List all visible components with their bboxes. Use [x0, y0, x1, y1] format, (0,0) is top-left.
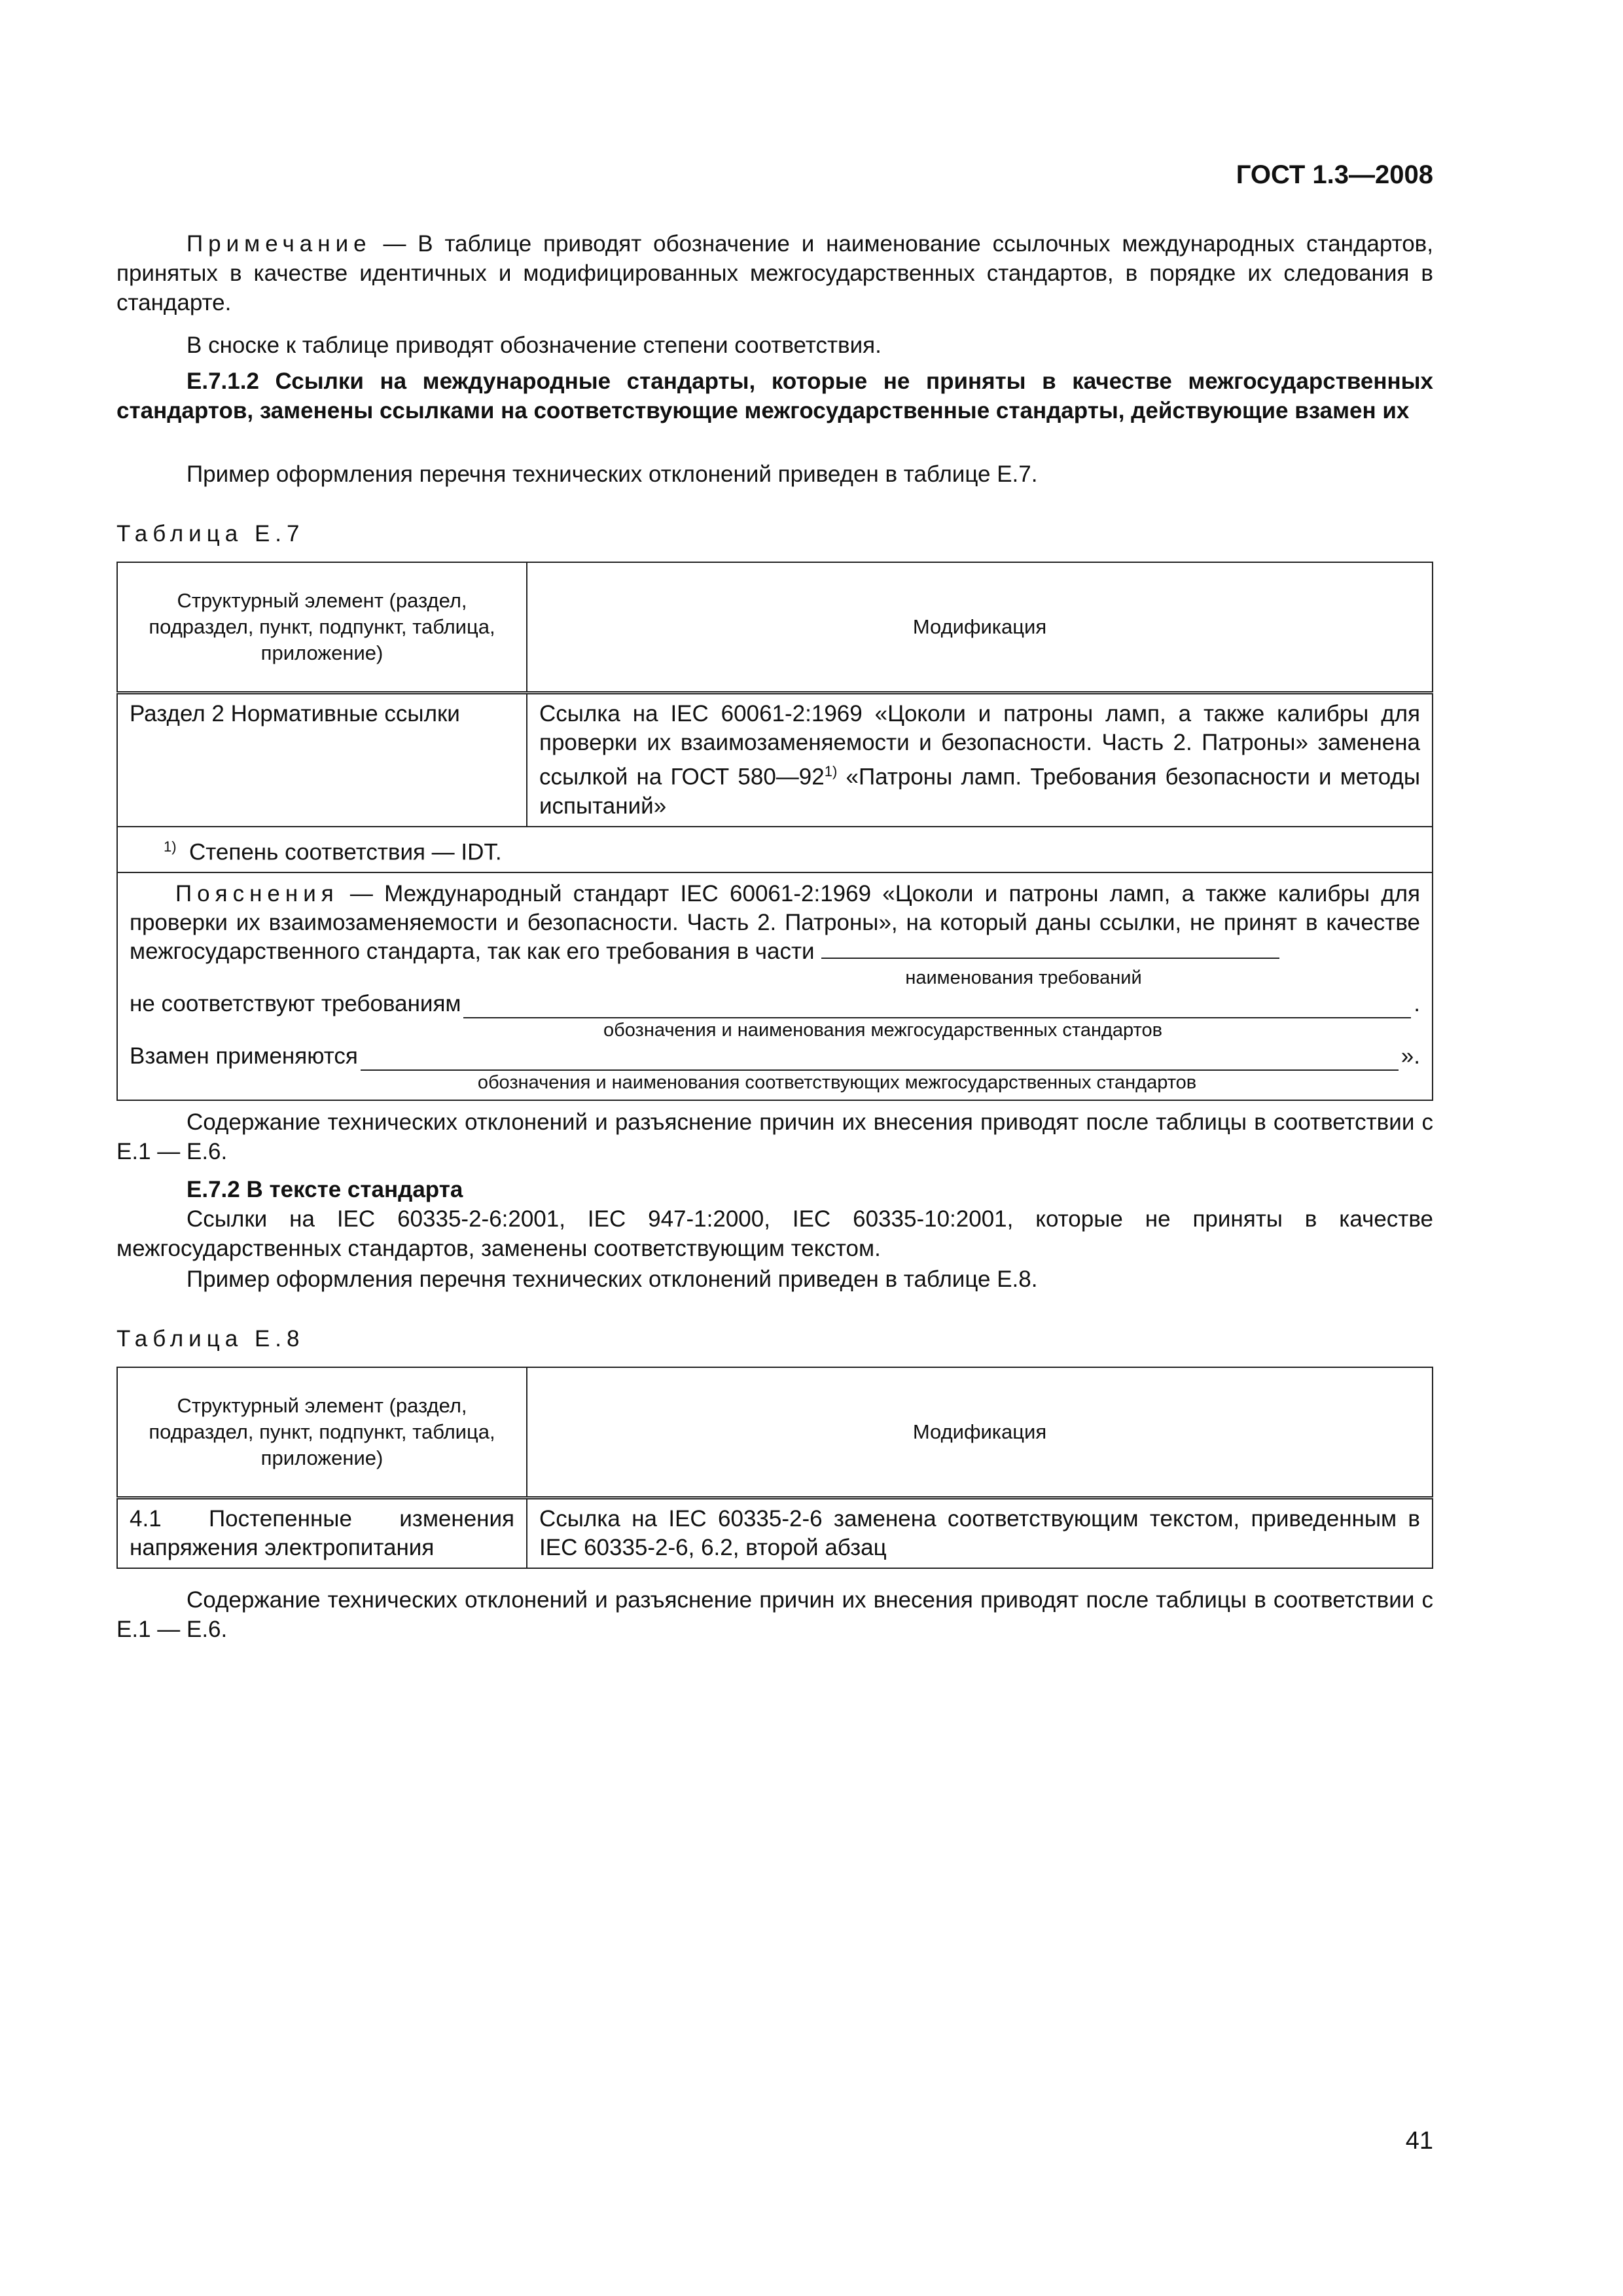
- table-e8-col1-header: Структурный элемент (раздел, подраздел, пункт, подпункт, таблица, приложение): [117, 1367, 527, 1498]
- table-e8-row1-col2: Ссылка на IEC 60335-2-6 заменена соответствующим текстом, приведенным в IEC 60335-2-6, 6.2, второй абзац: [527, 1498, 1433, 1569]
- table-e8-caption: Таблица Е.8: [116, 1326, 305, 1352]
- table-e7-footnote: [117, 827, 1433, 873]
- blank3-hint: обозначения и наименования соответствующих межгосударственных стандартов: [477, 1072, 1197, 1094]
- table-e7: [116, 562, 1433, 1101]
- row1-col2-text-b: «Патроны ламп. Требования безопасности и методы испытаний»: [539, 764, 1420, 819]
- explanation-text: — Международный стандарт IEC 60061-2:1969 «Цоколи и патроны ламп, а также калибры для проверки их взаимозаменяемости и безопасности. Часть 2. Патроны», на который даны ссылки, не принят в качестве межгосударственного стандарта, так как его требования в части: [130, 881, 1420, 965]
- table-row: [117, 1498, 1433, 1569]
- table-e7-caption: Таблица Е.7: [116, 521, 305, 547]
- table-header-row: [117, 1367, 1433, 1498]
- footnote-ref: 1): [824, 763, 838, 780]
- table-row: [117, 693, 1433, 827]
- row1-col2-text-a: Ссылка на IEC 60061-2:1969 «Цоколи и патроны ламп, а также калибры для проверки их взаимозаменяемости и безопасности. Часть 2. Патроны» заменена ссылкой на ГОСТ 580—92: [539, 701, 1420, 790]
- section-e72-title: Е.7.2 В тексте стандарта: [187, 1177, 463, 1202]
- document-header: ГОСТ 1.3—2008: [1236, 160, 1433, 189]
- blank-line-3: [361, 1046, 1399, 1071]
- table-e7-explanation: [117, 872, 1433, 1100]
- section-e712-title: Е.7.1.2 Ссылки на международные стандарты, которые не приняты в качестве межгосударственных стандартов, заменены ссылками на соответствующие межгосударственные стандарты, действующие взамен их: [116, 368, 1433, 423]
- line3-suffix: ».: [1400, 1043, 1420, 1069]
- explanation-label: Пояснения: [175, 881, 339, 907]
- blank2-hint: обозначения и наименования межгосударственных стандартов: [603, 1020, 1163, 1041]
- note-paragraph: [116, 229, 1433, 317]
- blank-line-2: [463, 994, 1411, 1018]
- explanation-text-block: [130, 880, 1420, 966]
- footnote-paragraph: В сноске к таблице приводят обозначение степени соответствия.: [187, 332, 882, 358]
- explanation-line-2: [130, 990, 1420, 1018]
- table-footnote-row: [117, 827, 1433, 873]
- table-e8-row1-col1: 4.1 Постепенные изменения напряжения электропитания: [117, 1498, 527, 1569]
- table-e8-col2-header: Модификация: [527, 1367, 1433, 1498]
- after-e8-paragraph: Содержание технических отклонений и разъяснение причин их внесения приводят после таблицы в соответствии с Е.1 — Е.6.: [116, 1587, 1433, 1642]
- line3-prefix: Взамен применяются: [130, 1043, 358, 1069]
- section-e712-example: Пример оформления перечня технических отклонений приведен в таблице Е.7.: [187, 461, 1038, 487]
- page-number: 41: [1405, 2127, 1433, 2155]
- table-e7-row1-col2: [527, 693, 1433, 827]
- section-e72-text: Ссылки на IEC 60335-2-6:2001, IEC 947-1:2000, IEC 60335-10:2001, которые не приняты в качестве межгосударственных стандартов, заменены соответствующим текстом.: [116, 1206, 1433, 1261]
- note-label: Примечание: [187, 231, 372, 257]
- line2-suffix: .: [1414, 991, 1420, 1017]
- explanation-line-3: [130, 1042, 1420, 1071]
- table-e7-row1-col1: Раздел 2 Нормативные ссылки: [117, 693, 527, 827]
- table-e7-col1-header: Структурный элемент (раздел, подраздел, пункт, подпункт, таблица, приложение): [117, 562, 527, 693]
- table-explanation-row: [117, 872, 1433, 1100]
- blank1-hint: наименования требований: [905, 967, 1142, 989]
- section-e72-example: Пример оформления перечня технических отклонений приведен в таблице Е.8.: [187, 1266, 1038, 1292]
- footnote-mark: 1): [164, 838, 177, 855]
- line2-prefix: не соответствуют требованиям: [130, 991, 461, 1017]
- table-e7-col2-header: Модификация: [527, 562, 1433, 693]
- blank-line-1: [821, 938, 1279, 959]
- after-e7-paragraph: Содержание технических отклонений и разъяснение причин их внесения приводят после таблицы в соответствии с Е.1 — Е.6.: [116, 1109, 1433, 1164]
- table-e8: [116, 1367, 1433, 1569]
- footnote-text: Степень соответствия — IDT.: [189, 839, 502, 865]
- table-header-row: [117, 562, 1433, 693]
- note-text: — В таблице приводят обозначение и наименование ссылочных международных стандартов, принятых в качестве идентичных и модифицированных межгосударственных стандартов, в порядке их следования в стандарте.: [116, 231, 1433, 315]
